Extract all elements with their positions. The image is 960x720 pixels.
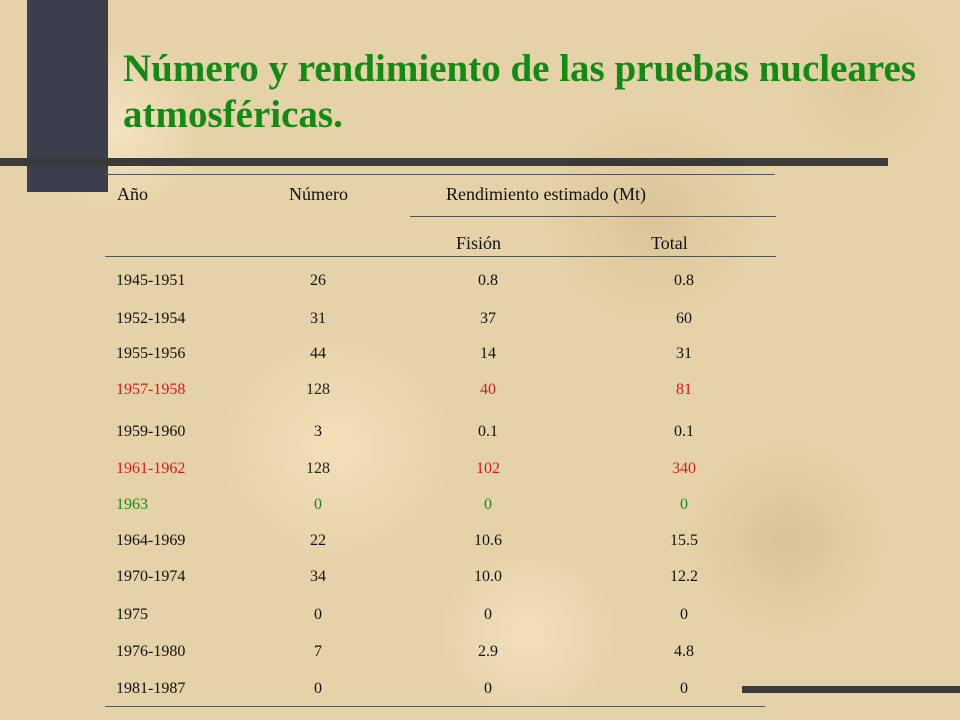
cell-year: 1975	[116, 606, 148, 623]
cell-year: 1952-1954	[116, 310, 186, 327]
cell-fission: 0	[484, 496, 492, 513]
cell-fission: 10.0	[474, 568, 502, 585]
cell-fission: 102	[476, 460, 500, 477]
cell-total: 81	[676, 381, 692, 398]
header-fission: Fisión	[456, 233, 502, 253]
cell-number: 34	[310, 568, 326, 585]
cell-number: 0	[314, 606, 322, 623]
header-year: Año	[117, 184, 148, 204]
cell-number: 7	[314, 643, 322, 660]
cell-total: 31	[676, 345, 692, 362]
cell-fission: 10.6	[474, 532, 502, 549]
cell-year: 1981-1987	[116, 680, 186, 697]
cell-year: 1945-1951	[116, 272, 186, 289]
cell-total: 340	[672, 460, 696, 477]
header-total: Total	[651, 233, 688, 253]
cell-year: 1964-1969	[116, 532, 186, 549]
cell-fission: 14	[480, 345, 496, 362]
cell-number: 0	[314, 680, 322, 697]
cell-fission: 0.1	[478, 423, 498, 440]
cell-total: 0	[680, 496, 688, 513]
header-number: Número	[289, 184, 348, 204]
cell-fission: 0	[484, 606, 492, 623]
cell-fission: 37	[480, 310, 496, 327]
cell-number: 0	[314, 496, 322, 513]
cell-number: 31	[310, 310, 326, 327]
cell-total: 0.8	[674, 272, 694, 289]
cell-total: 0	[680, 680, 688, 697]
cell-year: 1963	[116, 496, 148, 513]
table-top-rule	[105, 174, 775, 175]
cell-year: 1957-1958	[116, 381, 186, 398]
cell-year: 1955-1956	[116, 345, 186, 362]
yield-header-rule	[410, 216, 776, 217]
cell-total: 15.5	[670, 532, 698, 549]
cell-number: 128	[306, 381, 330, 398]
cell-fission: 2.9	[478, 643, 498, 660]
cell-year: 1976-1980	[116, 643, 186, 660]
cell-year: 1970-1974	[116, 568, 186, 585]
cell-number: 44	[310, 345, 326, 362]
cell-total: 0	[680, 606, 688, 623]
cell-total: 0.1	[674, 423, 694, 440]
slide-title: Número y rendimiento de las pruebas nucleares atmosféricas.	[123, 47, 917, 136]
title-divider	[0, 158, 888, 166]
cell-fission: 0	[484, 680, 492, 697]
cell-fission: 0.8	[478, 272, 498, 289]
cell-year: 1959-1960	[116, 423, 186, 440]
cell-year: 1961-1962	[116, 460, 186, 477]
cell-number: 26	[310, 272, 326, 289]
header-yield: Rendimiento estimado (Mt)	[446, 184, 646, 204]
header-bottom-rule	[105, 256, 776, 257]
cell-total: 4.8	[674, 643, 694, 660]
footer-divider	[742, 686, 960, 693]
cell-number: 22	[310, 532, 326, 549]
cell-fission: 40	[480, 381, 496, 398]
cell-number: 3	[314, 423, 322, 440]
cell-total: 60	[676, 310, 692, 327]
cell-total: 12.2	[670, 568, 698, 585]
cell-number: 128	[306, 460, 330, 477]
table-bottom-rule	[105, 706, 765, 707]
